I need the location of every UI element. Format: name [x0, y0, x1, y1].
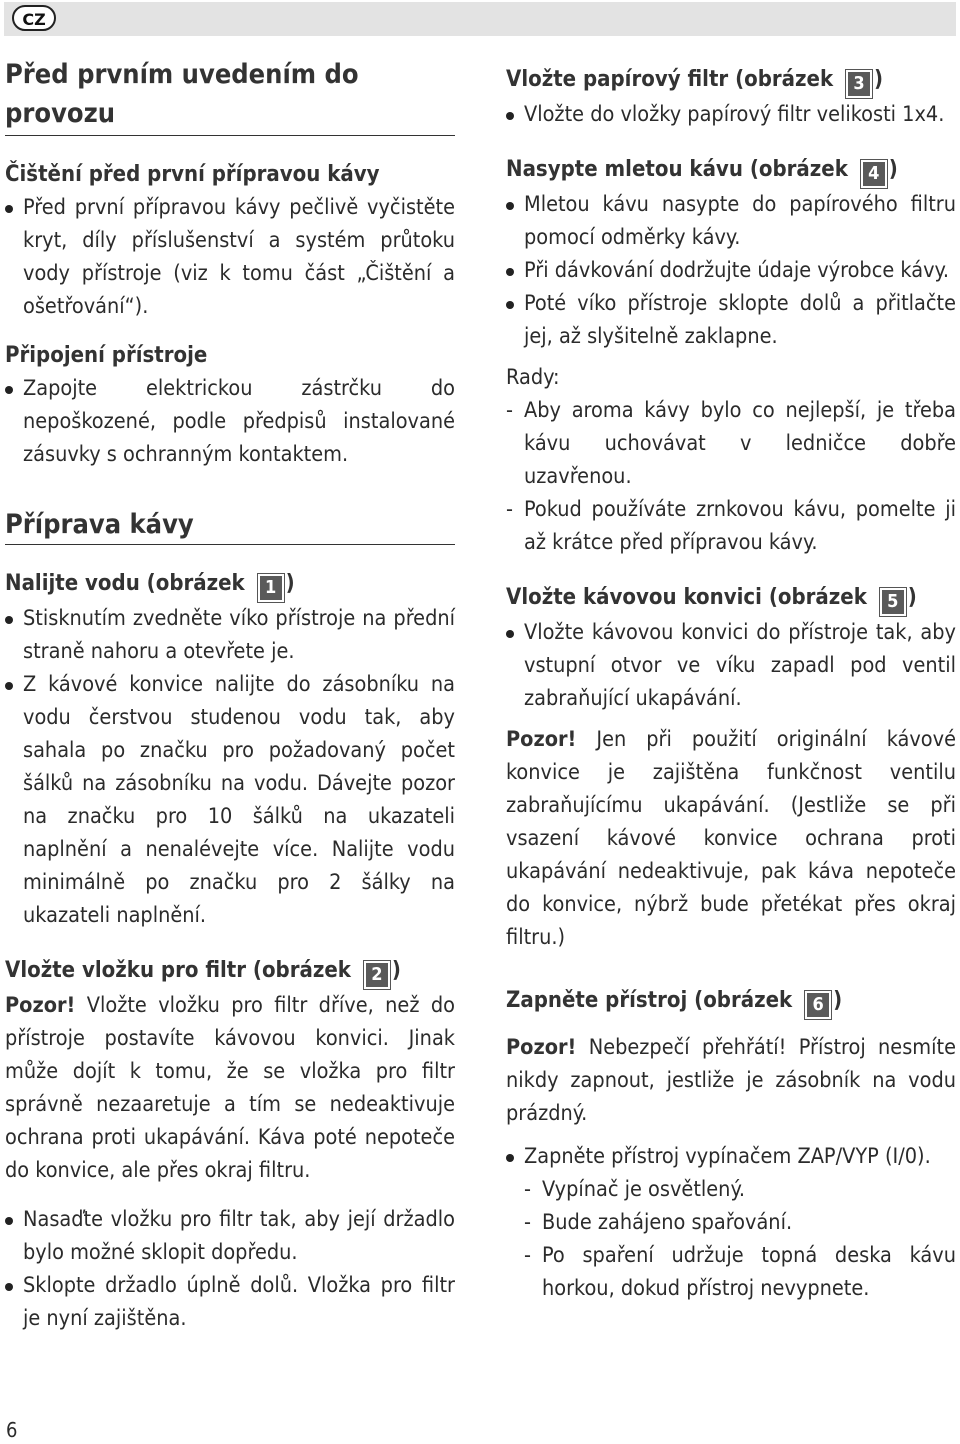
list-item: Vložte kávovou konvici do přístroje tak, aby vstupní otvor ve víku zapadl pod ventil zabraňující ukapávání. [506, 616, 956, 715]
list-item: - Po spaření udržuje topná deska kávu horkou, dokud přístroj nevypnete. [524, 1239, 956, 1305]
figure-number-icon: 2 [364, 961, 390, 989]
warning-label: Pozor! [5, 993, 76, 1018]
page-number: 6 [6, 1418, 18, 1442]
cleaning-list [5, 191, 455, 323]
list-item: Zapojte elektrickou zástrčku do nepoškozené, podle předpisů instalované zásuvky s ochranným kontaktem. [5, 372, 455, 471]
figure-number-icon: 5 [880, 588, 906, 616]
figure-number-icon: 6 [805, 991, 831, 1019]
left-column [5, 55, 455, 1335]
heading-paper-filter: Vložte papírový filtr (obrázek 3 ) [506, 63, 956, 98]
filter-warning-paragraph: Pozor! Vložte vložku pro filtr dříve, než do přístroje postavíte kávovou konvici. Jinak může dojít k tomu, že se vložka pro filtr správně nezaaretuje a tím se nedeaktivuje ochrana proti ukapávání. Káva poté nepoteče do konvice, ale přes okraj filtru. [5, 993, 455, 1183]
coffee-pot-list [506, 616, 956, 715]
heading-ground-coffee: Nasypte mletou kávu (obrázek 4 ) [506, 153, 956, 188]
switch-on-sublist [524, 1173, 956, 1305]
header-bar [4, 2, 956, 36]
right-column [506, 55, 956, 1305]
list-item: Poté víko přístroje sklopte dolů a přitlačte jej, až slyšitelně zaklapne. [506, 287, 956, 353]
list-item: Zapněte přístroj vypínačem ZAP/VYP (I/0). [506, 1140, 956, 1173]
tips-label: Rady: [506, 365, 560, 390]
connect-list [5, 372, 455, 471]
heading-before-first-use: Před prvním uvedením do provozu [5, 55, 455, 136]
list-item: - Bude zahájeno spařování. [524, 1206, 956, 1239]
overheat-warning-paragraph: Pozor! Nebezpečí přehřátí! Přístroj nesmíte nikdy zapnout, jestliže je zásobník na vodu prázdný. [506, 1035, 956, 1126]
figure-number-icon: 3 [846, 70, 872, 98]
heading-coffee-pot: Vložte kávovou konvici (obrázek 5 ) [506, 581, 956, 616]
heading-switch-on: Zapněte přístroj (obrázek 6 ) [506, 984, 956, 1019]
water-list [5, 602, 455, 932]
heading-pour-water: Nalijte vodu (obrázek 1 ) [5, 567, 455, 602]
pot-warning-paragraph: Pozor! Jen při použití originální kávové konvice je zajištěna funkčnost ventilu zabraňujícímu ukapávání. (Jestliže se při vsazení kávové konvice ochrana proti ukapávání nedeaktivuje, pak káva nepoteče do konvice, nýbrž bude přetékat přes okraj filtru.) [506, 727, 956, 950]
list-item: Při dávkování dodržujte údaje výrobce kávy. [506, 254, 956, 287]
figure-number-icon: 4 [861, 160, 887, 188]
heading-insert-filter-holder: Vložte vložku pro filtr (obrázek 2 ) [5, 954, 455, 989]
warning-label: Pozor! [506, 727, 577, 752]
heading-cleaning: Čištění před první přípravou kávy [5, 162, 380, 187]
list-item: Sklopte držadlo úplně dolů. Vložka pro filtr je nyní zajištěna. [5, 1269, 455, 1335]
warning-label: Pozor! [506, 1035, 577, 1060]
heading-coffee-preparation: Příprava kávy [5, 505, 455, 545]
figure-number-icon: 1 [258, 574, 284, 602]
paper-filter-list [506, 98, 956, 131]
list-item: Nasaďte vložku pro filtr tak, aby její držadlo bylo možné sklopit dopředu. [5, 1203, 455, 1269]
switch-on-list [506, 1140, 956, 1173]
list-item: Mletou kávu nasypte do papírového filtru pomocí odměrky kávy. [506, 188, 956, 254]
list-item: - Aby aroma kávy bylo co nejlepší, je třeba kávu uchovávat v ledničce dobře uzavřenou. [506, 394, 956, 493]
filter-list [5, 1203, 455, 1335]
list-item: - Pokud používáte zrnkovou kávu, pomelte ji až krátce před přípravou kávy. [506, 493, 956, 559]
tips-list [506, 394, 956, 559]
list-item: - Vypínač je osvětlený. [524, 1173, 956, 1206]
list-item: Z kávové konvice nalijte do zásobníku na vodu čerstvou studenou vodu tak, aby sahala po značku pro požadovaný počet šálků na zásobníku na vodu. Dávejte pozor na značku pro 10 šálků na ukazateli naplnění a nenalévejte více. Nalijte vodu minimálně po značku pro 2 šálky na ukazateli naplnění. [5, 668, 455, 932]
list-item: Stisknutím zvedněte víko přístroje na přední straně nahoru a otevřete je. [5, 602, 455, 668]
heading-connect: Připojení přístroje [5, 343, 208, 368]
list-item: Vložte do vložky papírový filtr velikosti 1x4. [506, 98, 956, 131]
language-badge: CZ [12, 5, 56, 31]
list-item: Před první přípravou kávy pečlivě vyčistěte kryt, díly příslušenství a systém průtoku vody přístroje (viz k tomu část „Čištění a ošetřování“). [5, 191, 455, 323]
ground-coffee-list [506, 188, 956, 353]
